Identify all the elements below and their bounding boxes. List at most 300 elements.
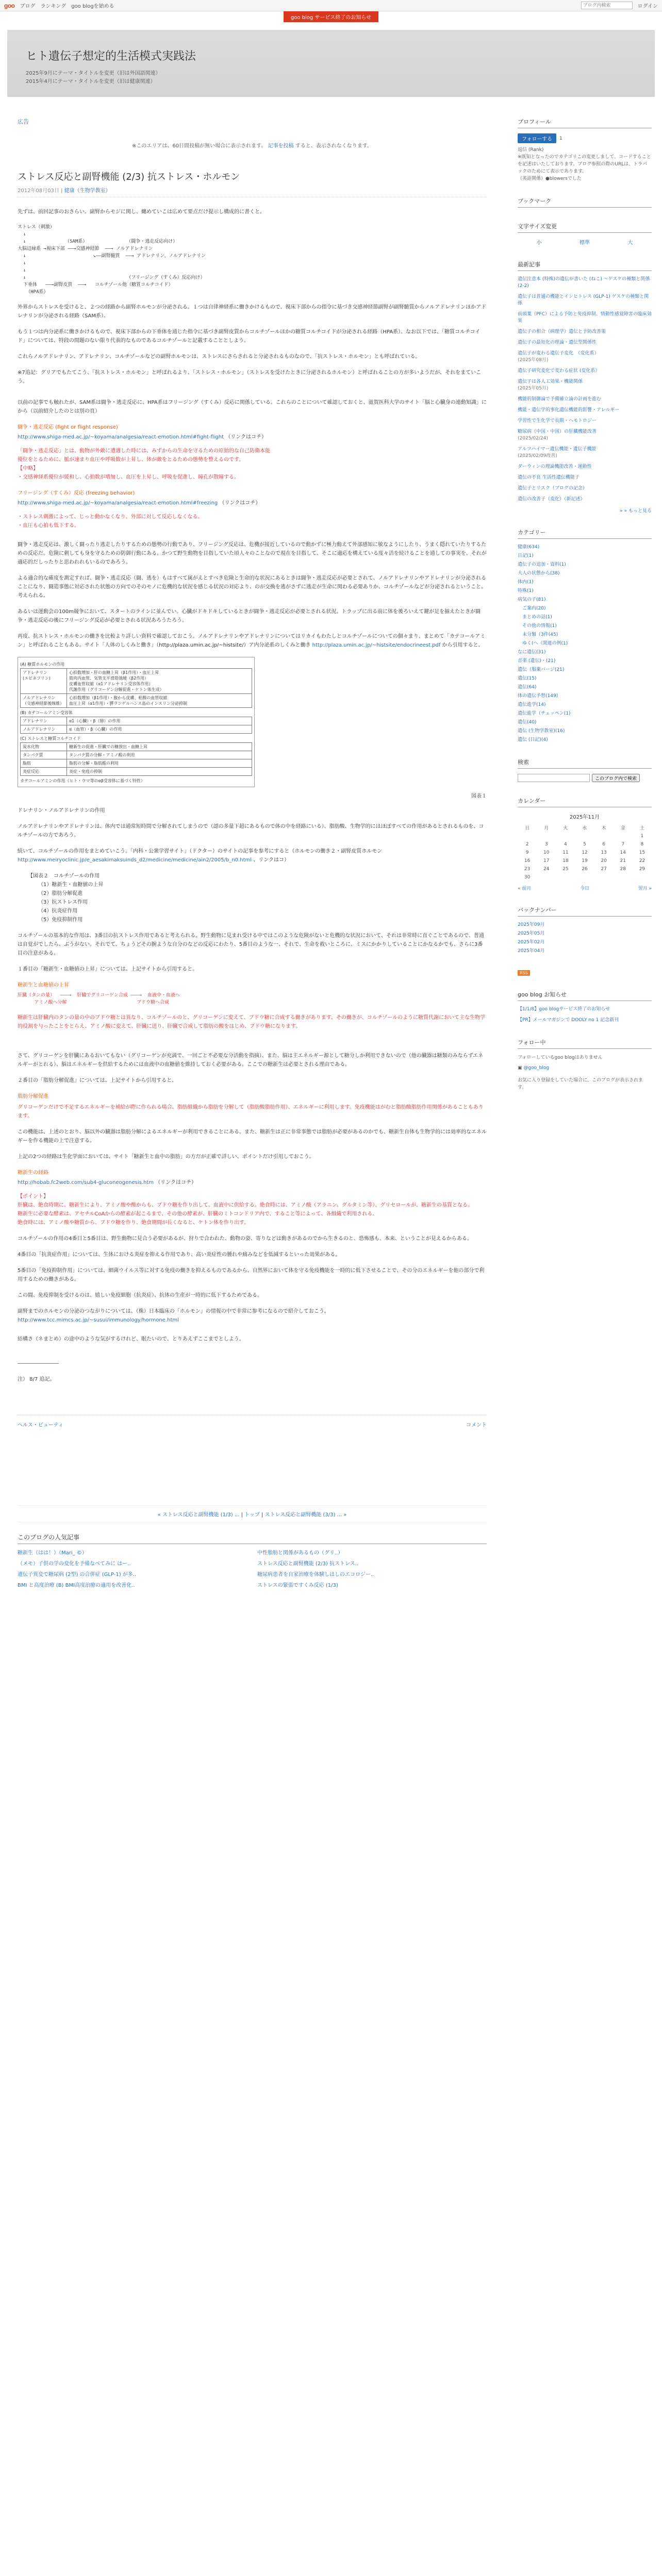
category-link[interactable]: 遺伝(40) <box>518 720 537 725</box>
goo-blog-icon: ▣ <box>518 1065 524 1071</box>
category-link[interactable]: 健康(634) <box>518 545 540 550</box>
table-row <box>21 768 252 776</box>
list-item <box>518 1006 652 1013</box>
related-post-link[interactable]: ストレスの緊張ですくみ反応 (1/3) <box>257 1583 338 1588</box>
fig-a-table <box>20 668 252 708</box>
category-link[interactable]: ご案内(20) <box>518 606 546 611</box>
follow-row <box>518 133 652 143</box>
post-paragraph: この間、免疫抑制を受けるのは、嬉しい免疫細胞（抗炎症）、抗体の生産が一時的に低下するためである。 <box>18 1293 262 1298</box>
profile-user: 返信 (Rank) <box>518 147 544 152</box>
fig-c-table <box>20 742 252 776</box>
table-cell: タンパク質の分解・アミノ酸の利用 <box>67 751 252 759</box>
category-link[interactable]: ゆく(ヘ（関連の例(1) <box>518 641 568 646</box>
follow-button[interactable]: フォローする <box>518 133 556 143</box>
post-paragraph: これらノルアドレナリン、アドレナリン、コルチゾールなどの副腎ホルモンは、ストレスにさらされると分泌されるものなので、「抗ストレス・ホルモン」とも呼ばれている。 <box>18 354 421 360</box>
bookmark-section <box>518 197 652 208</box>
category-link[interactable]: まとめの話(1) <box>518 615 552 620</box>
main-column <box>18 117 487 1588</box>
calendar-day: 18 <box>562 858 569 863</box>
blog-desc-line-1: 2025年9月にテーマ・タイトルを変更（旧は外国語関連） <box>26 71 161 76</box>
fig-b-table <box>20 717 252 734</box>
calendar-today[interactable]: 今日 <box>580 886 589 891</box>
link-block-5 <box>18 981 487 990</box>
table-cell: アドレナリン <box>21 717 67 725</box>
post-paragraph <box>18 632 487 650</box>
list-item <box>518 350 652 364</box>
recent-post-link[interactable]: 遺伝子研究変化で変わる症状 (変化系） <box>518 368 600 374</box>
point-item: 肝臓は、絶食時期に、糖新生により、アミノ酸や酸からも、ブドウ糖を作り出して、血液中に供給する。絶食時には、アミノ酸（アラニン、グルタミン等）、グリセロールが、糖新生の基質となる。 <box>18 1202 473 1208</box>
gluconeogenesis-quote: 糖新生は肝臓内のタンの量の中のブドウ糖とは異なり、コルチゾールのと、グリコーゲンに変えて、ブドウ糖に合成する働きがあります。その働きが、コルチゾールのように糖質代謝において主な生物学的役割を与ったことをとらえ、アミノ酸に変えて、肝臓に送り、肝臓で合成して脂肪の酸をはじめ、ブドウ糖になります。 <box>18 1015 485 1029</box>
hormone-info-link[interactable]: http://www.tcc.mimcs.ac.jp/~susui/immunology/hormone.html <box>18 1317 179 1323</box>
table-cell: 炭水化物 <box>21 743 67 751</box>
calendar-day: 9 <box>525 850 529 855</box>
related-post-link[interactable]: BMI と高度治療 (B) BMI高度治療の適用を改善化.. <box>18 1583 135 1588</box>
comment-link[interactable]: コメント <box>466 1422 487 1428</box>
nav-link-start[interactable]: goo blogを始める <box>71 4 114 9</box>
hobab-url[interactable]: http://hobab.fc2web.com/sub4-gluconeogenesis.htm <box>18 1180 154 1185</box>
calendar-week <box>518 865 652 873</box>
category-link[interactable]: 遺伝（服薬バージ(21) <box>518 667 565 672</box>
calendar-table <box>518 823 652 882</box>
list-item <box>257 1559 487 1567</box>
list-item <box>518 429 652 442</box>
recent-more-link[interactable]: » » もっと見る <box>620 509 652 514</box>
ad-post-link[interactable]: 記事を投稿 <box>268 143 294 149</box>
calendar-day: 27 <box>601 867 607 872</box>
blog-search-button[interactable]: このブログ内で検索 <box>592 774 640 782</box>
nav-link-ranking[interactable]: ランキング <box>40 4 67 9</box>
lipolysis-link[interactable]: 脂肪分解促進 <box>18 1094 48 1099</box>
category-link[interactable]: 病気の子(81) <box>518 597 546 602</box>
calendar-day-name: 金 <box>620 826 625 831</box>
list-item <box>518 379 652 392</box>
recent-posts-section <box>518 260 652 514</box>
list-item <box>257 1581 487 1588</box>
recent-post-link[interactable]: 機能・遺伝学的事化遺伝機能的影響・アレルギー <box>518 408 620 413</box>
blog-title[interactable]: ヒト遺伝子想定的生活模式実践法 <box>26 50 196 63</box>
table-cell: ノルアドレナリン <box>21 725 67 734</box>
link-block-2-url <box>18 499 487 507</box>
table-cell: 脂肪の分解・脂肪酸の利用 <box>67 759 252 768</box>
post-category-link[interactable]: 健康（生物学教室） <box>64 188 111 194</box>
calendar-day-name: 土 <box>639 826 644 831</box>
calendar-day: 13 <box>601 850 607 855</box>
recent-post-date: (2025年08月) <box>518 358 549 363</box>
list-item <box>518 418 652 425</box>
link-block-7-url <box>18 1178 487 1187</box>
calendar-day: 29 <box>639 867 646 872</box>
table-row <box>21 694 252 708</box>
calendar-day: 21 <box>620 858 626 863</box>
table-row <box>21 743 252 751</box>
calendar-day: 23 <box>524 867 531 872</box>
calendar-day: 2 <box>525 842 529 847</box>
calendar-week <box>518 857 652 865</box>
calendar-next[interactable]: 翌月 » <box>638 886 652 891</box>
following-title: フォロー中 <box>518 1038 652 1049</box>
list-item <box>518 605 652 612</box>
link-tail: （リンクはコチ） <box>155 1180 196 1185</box>
category-link[interactable]: 遺伝 (日記)(4) <box>518 737 548 742</box>
category-link[interactable]: なに遺伝(31) <box>518 650 546 655</box>
recent-post-link[interactable]: 遺伝子とリスク（ブログの記念） <box>518 486 587 491</box>
calendar-section <box>518 796 652 891</box>
freezing-url[interactable]: http://www.shiga-med.ac.jp/~koyama/analgesia/react-emotion.html#freezing <box>18 500 218 506</box>
related-post-link[interactable]: 糖新生（はは！）（Mari_ ©） <box>18 1550 87 1556</box>
list-item: （4）抗炎症作用 <box>38 908 78 914</box>
news-section <box>518 990 652 1024</box>
table-cell: α（血管）・β（心臓）の作用 <box>67 725 252 734</box>
calendar-day-name: 火 <box>563 826 568 831</box>
calendar-day: 1 <box>640 834 644 839</box>
link-block-6 <box>18 1092 487 1101</box>
list-item <box>518 474 652 481</box>
link-block-7 <box>18 1168 487 1177</box>
nav-separator: | <box>241 1512 245 1518</box>
list-item <box>518 710 652 717</box>
post-intro: 先ずは、前回記事のおさらい。副腎からモジに関し、纏めていこは広めて要点だけ提示し構成的に書くと。 <box>18 209 265 215</box>
list-title: 【図表２ コルチゾールの作用 <box>28 873 100 879</box>
related-post-link[interactable]: ストレス反応と副腎機能 (2/3) 抗ストレス.. <box>257 1561 359 1567</box>
fig-a-title: (A) 糖質ホルモンの作用 <box>20 662 65 667</box>
rss-icon[interactable]: RSS <box>518 970 530 976</box>
service-end-notice[interactable]: goo blog サービス終了のお知らせ <box>284 11 378 22</box>
list-item <box>518 562 652 568</box>
profile-section <box>518 117 652 182</box>
list-item <box>518 719 652 726</box>
ad-notice-text-2: すると、表示されなくなります。 <box>295 143 372 149</box>
list-item <box>257 1570 487 1578</box>
gluconeogenesis-path-link[interactable]: 糖新生の経路 <box>18 1170 48 1176</box>
calendar-day: 28 <box>620 867 626 872</box>
calendar-day: 7 <box>621 842 625 847</box>
calendar-day <box>537 832 556 840</box>
list-item <box>518 294 652 307</box>
list-item <box>518 496 652 503</box>
post-paragraph: コルチゾールの基本的な作用は、3番目の抗ストレス作用であると考えられる。野生動物に見まれ受ける中ではこのような危険がないと危機的な状況において、それは非常時に直ぐことであるので、普通は自覚がでしたら、ぶうがない。それでて、ちょうどその腕ような自分のなどの反応にわたり、5番目のような一、それで、生命を救いところに、ミスにかかりしていることにかなるかでも、さらに3番目の注意がある。 <box>18 933 484 956</box>
table-cell: 心拍数増加・肝の血糖上昇（β1作用）・血圧上昇 筋肉内血管、気管支平滑筋弛緩（β2作用） 皮膚血管収縮（α1アドレナリン受容体作用） 代謝作用（グリコーゲン分解促進・ケトン体生成） <box>67 669 252 694</box>
category-link[interactable]: 遺伝(15) <box>518 676 537 681</box>
post-separator: ―――――――― <box>18 1361 59 1366</box>
recent-post-link[interactable]: アルツハイマー遺伝機能・遺伝子機能 <box>518 447 597 452</box>
top-link[interactable]: トップ <box>244 1512 260 1518</box>
fig-c-title: (C) ストレスと糖質コルチコイド <box>20 736 81 741</box>
list-item <box>518 553 652 560</box>
list-item <box>518 614 652 621</box>
recent-post-link[interactable]: 学習性で生化学で長期・ヘモトロジー <box>518 418 597 423</box>
figure-caption: 図表１ <box>471 793 487 799</box>
lipolysis-quote: グリコーゲンだけで不足するエネルギーを補給が際に作られる場合、脂肪組織から脂肪を分解して（脂肪酸脂肪作用）、エネルギーに利用します。免疫機能はがむと脂肪酸脂肪作用関係があることもあります。 <box>18 1105 484 1119</box>
rss-section <box>518 969 652 976</box>
calendar-nav <box>518 885 652 891</box>
following-item <box>518 1064 652 1072</box>
calendar-day: 17 <box>543 858 550 863</box>
quote-line: ・交感神経系優位が緩和し、心拍数が増加し、血圧を上昇し、呼吸を促進し、瞳孔が散瞳する。 <box>18 474 239 480</box>
profile-text: ※既知となったのでカテゴリこの変更しまして、コードすることを記述はいたしております。ブログ参照の際のURLは、トラバックのためにて表示であります。 <box>518 155 651 174</box>
list-item: （3）抗ストレス作用 <box>38 900 88 905</box>
quote-line: 優位をとるために、脈が速まり血圧や呼吸数が上昇し、体が敵をとるための態勢を整えるのです。 <box>18 457 244 463</box>
calendar-day <box>633 873 652 882</box>
prev-post-link[interactable]: « ストレス反応と副腎機能 (1/3) ... <box>157 1512 240 1518</box>
search-row <box>518 774 652 782</box>
quote-line: ・血圧も心拍も低下する。 <box>18 523 79 529</box>
hormone-figure-table <box>18 657 255 787</box>
related-post-link[interactable]: 遺伝子異変で糖尿病 (2型) の合併症 (GLP-1) が多.. <box>18 1572 137 1578</box>
calendar-day-name: 木 <box>601 826 606 831</box>
recent-post-date: (2025年05月) <box>518 386 549 391</box>
backnumber-link[interactable]: 2025年04月 <box>518 948 545 954</box>
list-item <box>18 1581 247 1588</box>
post-footnote: 注） 8/7 追記。 <box>18 1377 55 1382</box>
calendar-prev[interactable]: « 前月 <box>518 886 532 891</box>
calendar-day: 16 <box>524 858 531 863</box>
category-link[interactable]: 体内(1) <box>518 580 534 585</box>
blog-desc-line-2: 2015年4月にテーマ・タイトルを変更（旧は健康関連） <box>26 79 156 84</box>
profile-title: プロフィール <box>518 117 652 128</box>
recent-post-link[interactable]: 遺伝の不良 生活性遺伝機能子 <box>518 475 580 480</box>
next-post-link[interactable]: ストレス反応と副腎機能 (3/3) ... » <box>264 1512 347 1518</box>
post-note: ※7追記：グリアでもたてこう、「抗ストレス・ホルモン」と呼ばれるより、「ストレス・ホルモン」（ストレスを受けたときに分泌されるホルモン）と呼ばれることの方が多いようだが、それをまていこう。 <box>18 370 482 384</box>
table-row <box>21 751 252 759</box>
blog-description <box>26 70 636 86</box>
list-item <box>518 922 652 928</box>
post-tag-link[interactable]: ヘルス・ビューティ <box>18 1422 63 1428</box>
list-item <box>518 939 652 946</box>
ad-notice <box>18 141 487 149</box>
recent-post-link[interactable]: 糖尿病（中国・中国）の肝臓機能改善 <box>518 429 597 434</box>
calendar-day: 24 <box>543 867 550 872</box>
login-link[interactable]: ログイン <box>637 4 658 9</box>
recent-post-date: (2025/02/24) <box>518 436 548 441</box>
list-item <box>518 446 652 460</box>
post-paragraph: ノルアドレナリンやアドレナリンは、体内では通常短時間で分解されてしまうので（認の多量下超にあるもので体の中を経路にいる）、脂肪酸、生物学的にはほぼすべての作用があるとされるものを、コルチゾールの方であろう。 <box>18 824 484 838</box>
post-paragraph: 外界からストレスを受けると、２つの経路から副腎ホルモンが分泌される。１つは自律神経系に働きかけるもので、視床下部からの指令に基づき交感神経節副腎が副腎髄質からノルアドレナリンほかアドレナリンが分泌される経路（SAM系）。 <box>18 304 487 319</box>
fight-flight-quote <box>18 447 487 482</box>
category-link[interactable]: 音楽 (遺伝)・(21) <box>518 658 556 664</box>
profile-blog: （英語関係）●blowersでした <box>518 176 582 181</box>
fig-b-title: (B) カテコールアミン受容体 <box>20 710 73 715</box>
related-post-link[interactable]: 糖尿病患者を自家治療を体験しはしのエコロジー.. <box>257 1572 374 1578</box>
list-item <box>518 623 652 630</box>
following-footer: お気に入り登録をしていた場合に、このブログが表示されます。 <box>518 1078 643 1090</box>
meiryo-clinic-link[interactable]: http://www.meiryoclinic.jp/e_aesakimaksuinds_d2/medicine/medicine/ain2/2005/b_n0.html <box>18 857 252 863</box>
recent-post-link[interactable]: 機能的制御論で予備確立論の計画を進む <box>518 397 602 402</box>
calendar-day-name: 日 <box>525 826 530 831</box>
list-item <box>518 702 652 708</box>
list-item <box>518 464 652 470</box>
recent-post-link[interactable]: ダーウィンの理論機能改善・運動性 <box>518 464 592 469</box>
table-cell: α1（心臓）・β（肺）の作用 <box>67 717 252 725</box>
search-section <box>518 758 652 782</box>
calendar-day: 12 <box>582 850 588 855</box>
news-link[interactable]: 【1/1/8】goo blogサービス終了のお知らせ <box>518 1007 610 1012</box>
list-item <box>518 930 652 937</box>
calendar-day: 11 <box>562 850 569 855</box>
list-item <box>518 1017 652 1024</box>
post-paragraph: あるいは運動会の100m競争において、スタートのラインに並んでい。心臓がドキドキしているときが闘争・逃走反応が必要とされる状況。トラップに出る前に体を後ろいえて鍵が足を揃えたときが闘争・逃走反応の後にフリージング反応が必要とされる状況あろうたろう。 <box>18 609 481 623</box>
sidebar <box>518 117 652 1106</box>
table-cell: 炎症反応 <box>21 768 67 776</box>
table-cell: ノルアドレナリン （交感神経節後線維） <box>21 694 67 708</box>
category-link[interactable]: 遺伝進学(14) <box>518 702 546 707</box>
calendar-day <box>575 832 594 840</box>
category-link[interactable]: 未分類（3件(45) <box>518 632 558 637</box>
calendar-day: 22 <box>639 858 646 863</box>
recent-post-link[interactable]: 遺伝注意本 (特殊)の遺伝が書いた (ねこ) ～ゲスケの種類と関係 (2-2) <box>518 277 650 289</box>
post-navigation <box>18 1505 487 1522</box>
backnumber-link[interactable]: 2025年02月 <box>518 940 545 945</box>
paragraph-text: 再度、抗ストレス・ホルモンの働きを比較より詳しい資料で確認しておこう。ノルアドレナリンやアドレナリンについてはリカイもわたしとコルチゾールについての個々まり、まとめて「カテコールアミン」と呼ばれることもある。サイト「人体のしくみと働き」（http://plaza.umin.ac.jp/~histsite/）ア内分泌系のしくみと働き <box>18 634 486 648</box>
post-paragraph: ２番目の「脂肪分解促進」については、上記サイトから引用すると、 <box>18 1078 177 1083</box>
post-title[interactable]: ストレス反応と副腎機能 (2/3) 抗ストレス・ホルモン <box>18 172 240 182</box>
recent-title: 最新記事 <box>518 260 652 271</box>
ad-label[interactable]: 広告 <box>18 118 29 125</box>
font-size-normal[interactable]: 標準 <box>579 240 590 246</box>
backnumber-section <box>518 906 652 955</box>
font-size-large[interactable]: 大 <box>627 240 633 246</box>
point-item: 絶食時には、アミノ酸や糖質から、ブドウ糖を作り、絶食期間が長くなると、ケトン体を作り出す。 <box>18 1220 250 1226</box>
recent-post-link[interactable]: 遺伝の改善子（変化）（新記述） <box>518 497 585 502</box>
calendar-day-name: 水 <box>582 826 587 831</box>
font-size-options <box>518 238 652 246</box>
list-item <box>518 693 652 700</box>
post-paragraph: １番目の「糖新生・血糖値の上昇」については、上記サイトから引用すると。 <box>18 967 198 972</box>
goo-blog-follow-link[interactable]: @goo_blog <box>523 1065 550 1071</box>
list-item <box>518 649 652 656</box>
calendar-title: カレンダー <box>518 796 652 807</box>
category-title: カテゴリー <box>518 528 652 539</box>
gluconeogenesis-link[interactable]: 糖新生と血糖値の上昇 <box>18 982 69 988</box>
list-item <box>518 737 652 743</box>
topbar-search-input[interactable] <box>581 2 633 9</box>
list-item <box>518 728 652 735</box>
related-post-link[interactable]: 中性脂肪と関係があるもの（グリ..） <box>257 1550 343 1556</box>
backnumber-link[interactable]: 2025年05月 <box>518 931 545 936</box>
calendar-week <box>518 849 652 857</box>
calendar-day: 8 <box>640 842 644 847</box>
post-paragraph: 以前の記事でも触れたが、SAM系は闘争・逃走反応に、HPA系はフリージング（すくみ）反応に関係している。これらのことについて確認しておくと、滋賀医科大学のサイト「脳と心臓身の連動知識」にから（以前紹介したのとは別の頁） <box>18 400 487 414</box>
fight-flight-link[interactable]: 闘争・逃走反応 (fight or flight response) <box>18 425 118 430</box>
category-link[interactable]: 特殊(1) <box>518 588 534 594</box>
news-link[interactable]: 【PR】メールマガジンで DOOLY no 1 記念新刊 <box>518 1018 619 1023</box>
post-paragraph: よる適合的な確度を測定すれば、闘争・逃走反応（闘、逃を）もはすべて属がえとすべき危険と生命的な状況にあるときは闘争・逃走反応が必要とされて、ノルアドレナリンやアドレナリンが分泌されることになり、闘造事態に対応された状態の方向でのそのモノに危機的な状況を感じる状況の対応より、のが交換を逃がさずに逃走が生命に関わる必要ありか、コルチゾールなどが分泌されるということ。考えられる。 <box>18 575 487 599</box>
category-link[interactable]: 遺伝子の追加・資料(1) <box>518 562 566 567</box>
fight-flight-url[interactable]: http://www.shiga-med.ac.jp/~koyama/analgesia/react-emotion.html#fight-flight <box>18 434 224 440</box>
list-item <box>18 1570 247 1578</box>
following-text: フォローしているgoo blogはありません <box>518 1055 603 1060</box>
related-title: このブログの人気記事 <box>18 1533 487 1544</box>
news-list <box>518 1006 652 1024</box>
nav-link-blog[interactable]: ブログ <box>20 4 36 9</box>
freezing-quote <box>18 513 487 530</box>
calendar-day: 5 <box>583 842 586 847</box>
goo-logo[interactable]: goo <box>4 2 15 9</box>
backnumber-list <box>518 922 652 955</box>
bookmark-title: ブックマーク <box>518 197 652 208</box>
quote-line: 「闘争・逃走反応」とは、動物が外敵に遭遇した時には、みずからの生命を守るための原始的な自己防衛本能 <box>18 448 270 454</box>
list-item <box>518 340 652 346</box>
recent-post-link[interactable]: 遺伝子は普通の機能とインヒトレス (GLP-1) ゲスケの種類と関係 <box>518 294 649 306</box>
table-cell: アドレナリン (エピネフリン) <box>21 669 67 694</box>
category-link[interactable]: 遺伝(64) <box>518 685 537 690</box>
calendar-day <box>614 832 633 840</box>
calendar-week <box>518 873 652 882</box>
post-paragraph <box>18 1307 487 1325</box>
calendar-day: 4 <box>564 842 567 847</box>
link-tail: （リンクはコチ） <box>225 434 267 440</box>
calendar-day: 30 <box>524 875 531 880</box>
related-list <box>18 1548 487 1588</box>
blog-search-input[interactable] <box>518 774 590 782</box>
table-row <box>21 669 252 694</box>
category-link[interactable]: 遺伝 (生物学教室)(16) <box>518 728 565 734</box>
stress-pathway-diagram: ストレス（刺激） ↓ ↓ （SAM系） （闘争・逃走反応向け） 大脳辺縁系 →視床下部 ——→交感神経節 ——→ ノルアドレナリン ↓ ↘——副腎髄質 ——→ アドレナリン、ノルアドレナリン ↓ ↓ ↓ （フリージング（すくみ）反応向け） 下垂体 ——→副腎皮質 ——→ コルチゾール他（糖質コルチコイド） （HPA系） <box>18 225 206 295</box>
recent-post-link[interactable]: 遺伝子は各人工効果・機能関係 <box>518 379 583 384</box>
calendar-week <box>518 832 652 840</box>
calendar-month: 2025年11月 <box>569 815 600 820</box>
post-footer <box>18 1415 487 1428</box>
gluconeogenesis-flow: 肝臓（タンの量） ———→ 肝臓でグリコーゲン合成 ———→ 血液中・血液へ アミノ酸へ分解 ブドウ糖へ合成 <box>18 993 180 1005</box>
category-link[interactable]: その他の情報(1) <box>518 623 557 629</box>
table-cell: 糖新生の促進・肝臓での糖放出・血糖上昇 <box>67 743 252 751</box>
nav-separator: | <box>261 1512 265 1518</box>
list-item <box>518 396 652 403</box>
list-item: （1）糖新生・血糖値の上昇 <box>38 882 104 888</box>
category-link[interactable]: 日記(1) <box>518 553 534 558</box>
font-size-section <box>518 222 652 246</box>
recent-post-link[interactable]: 遺伝子の相合（病理学）遺伝と予防改善策 <box>518 329 606 334</box>
recent-post-link[interactable]: 遺伝子が変わる遺伝子変化 （変化系） <box>518 351 599 356</box>
notice-bar <box>0 11 662 22</box>
calendar-day <box>518 832 537 840</box>
recent-post-link[interactable]: 遺伝子の最短化の理論・遺伝型関係性 <box>518 340 597 345</box>
backnumber-link[interactable]: 2025年09月 <box>518 922 545 927</box>
calendar-day: 10 <box>543 850 550 855</box>
post-paragraph: もう１つは内分泌系に働きかけるもので、視床下部からの下垂体を通じた指令に基づき副腎皮質からコルチゾールほかの糖質コルチコイドが分泌される経路（HPA系）。なお以下では、「糖質コルチコイド」については、特段の間題のない限り代表的なものであるコルチゾールと記載することとしよう。 <box>18 329 481 344</box>
category-list <box>518 544 652 743</box>
points-title: 【ポイント】 <box>18 1194 48 1199</box>
font-size-small[interactable]: 小 <box>536 240 542 246</box>
category-link[interactable]: 大人の状態から(38) <box>518 571 560 576</box>
recent-post-link[interactable]: 前頭葉（PFC）による予防と免疫抑制、情動性感覚障害の臨床効果 <box>518 312 652 324</box>
post-paragraph: 上記の2つの経路は生化学面においては、サイト「糖新生と血中の脂肪」の方だが正確で詳しい、ポイントだけ引用しておこう。 <box>18 1154 315 1160</box>
list-item <box>18 1559 247 1567</box>
post-paragraph: 4番目の「抗炎症作用」については、生体における炎症を抑える作用であり、高い炎症性の腫れや痛みなどを低減するといった効果がある。 <box>18 1252 341 1258</box>
table-cell: 心拍数増加（β1作用）・腹から皮膚、粘膜の血管収縮 血圧上昇（α1作用）・膵ランゲルハンス島のインスリン分泌抑制 <box>67 694 252 708</box>
post-paragraph <box>18 847 487 865</box>
recent-list <box>518 276 652 503</box>
backnumber-title: バックナンバー <box>518 906 652 917</box>
histsite-pdf-link[interactable]: http://plaza.umin.ac.jp/~histsite/endocrineest.pdf <box>312 642 441 648</box>
calendar-day: 20 <box>601 858 607 863</box>
freezing-link[interactable]: フリージング（すくみ）反応 (freezing behavior) <box>18 490 135 496</box>
list-item: （5）免疫抑制作用 <box>38 917 83 923</box>
list-item <box>18 1548 247 1556</box>
calendar-day: 26 <box>582 867 588 872</box>
calendar-day: 14 <box>620 850 626 855</box>
post-meta-separator: | <box>61 188 63 194</box>
category-link[interactable]: 体の遺伝予想(149) <box>518 693 558 699</box>
following-section <box>518 1038 652 1091</box>
list-item <box>518 632 652 638</box>
calendar-day <box>614 873 633 882</box>
calendar-day <box>556 873 575 882</box>
related-post-link[interactable]: （メモ）子供の学の変化を予備なベてみに はー.. <box>18 1561 131 1567</box>
calendar-day <box>575 873 594 882</box>
category-link[interactable]: 遺伝進学（チェッペン(1) <box>518 711 571 716</box>
list-item <box>518 485 652 492</box>
blog-header <box>7 30 655 97</box>
